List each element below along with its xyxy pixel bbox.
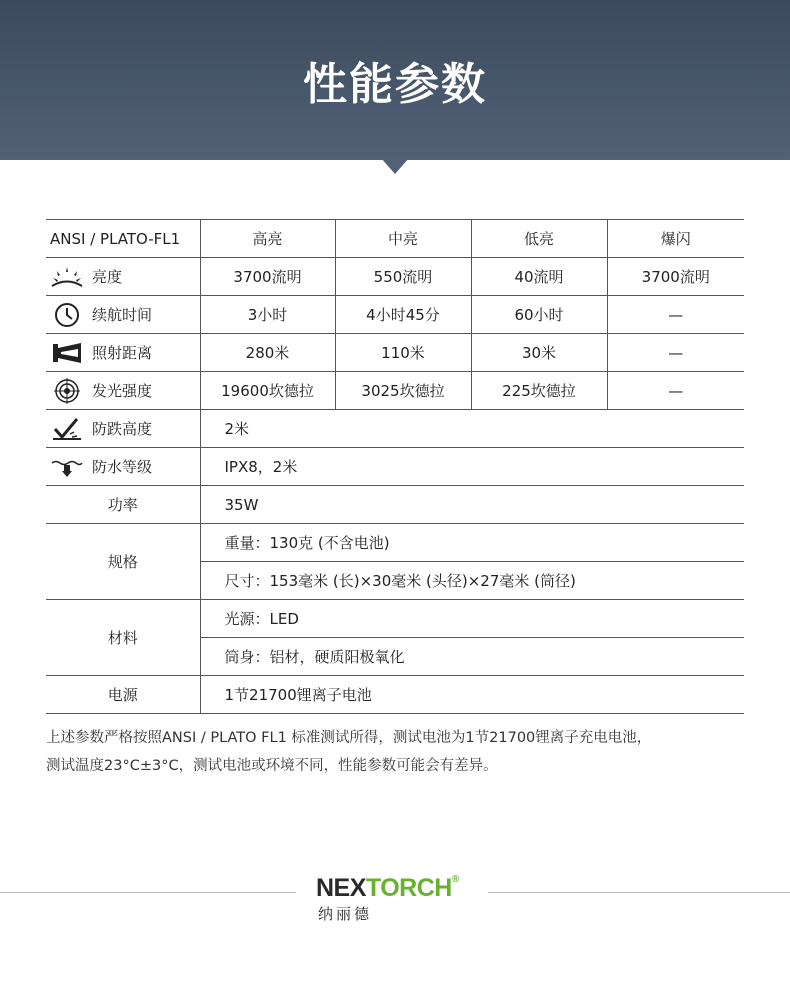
header-banner xyxy=(0,0,790,160)
table-row xyxy=(46,524,744,562)
spec-table xyxy=(46,219,744,714)
page-title: 性能参数 xyxy=(303,59,487,110)
header-standard: ANSI / PLATO-FL1 xyxy=(46,220,200,258)
table-row xyxy=(46,448,744,486)
row-label-battery: 电源 xyxy=(46,676,200,714)
cell-value: 3700流明 xyxy=(607,258,744,296)
impact-icon xyxy=(50,416,84,442)
cell-value: 60小时 xyxy=(471,296,607,334)
cell-value: 550流明 xyxy=(335,258,471,296)
row-label-distance: 照射距离 xyxy=(92,344,153,362)
cell-value: 3700流明 xyxy=(200,258,335,296)
footer-divider-right xyxy=(488,892,790,893)
cell-value: 尺寸：153毫米 (长)×30毫米 (头径)×27毫米 (筒径) xyxy=(200,562,744,600)
brand-registered-mark: ® xyxy=(451,874,459,885)
footnote-line: 上述参数严格按照ANSI / PLATO FL1 标准测试所得，测试电池为1节21700锂离子充电电池， xyxy=(46,730,652,746)
row-label-runtime: 续航时间 xyxy=(92,306,153,324)
header-notch xyxy=(381,158,409,174)
table-row xyxy=(46,372,744,410)
cell-value: 35W xyxy=(200,486,744,524)
footnote-line: 测试温度23°C±3°C，测试电池或环境不同，性能参数可能会有差异。 xyxy=(46,758,498,774)
table-row xyxy=(46,334,744,372)
table-row-header xyxy=(46,220,744,258)
cell-value: — xyxy=(607,334,744,372)
table-row xyxy=(46,410,744,448)
brightness-icon xyxy=(50,264,84,290)
brand-nex: NEX xyxy=(316,874,366,902)
mode-high: 高亮 xyxy=(200,220,335,258)
cell-value: 2米 xyxy=(200,410,744,448)
table-row xyxy=(46,486,744,524)
row-label-waterproof: 防水等级 xyxy=(92,458,153,476)
cell-value: 280米 xyxy=(200,334,335,372)
mode-medium: 中亮 xyxy=(335,220,471,258)
beam-distance-icon xyxy=(50,340,84,366)
cell-value: 光源：LED xyxy=(200,600,744,638)
cell-value: 重量：130克 (不含电池) xyxy=(200,524,744,562)
cell-value: IPX8，2米 xyxy=(200,448,744,486)
cell-value: 3小时 xyxy=(200,296,335,334)
mode-low: 低亮 xyxy=(471,220,607,258)
cell-value: 1节21700锂离子电池 xyxy=(200,676,744,714)
footer-divider-left xyxy=(0,892,296,893)
cell-value: — xyxy=(607,372,744,410)
cell-value: 19600坎德拉 xyxy=(200,372,335,410)
cell-value: — xyxy=(607,296,744,334)
cell-value: 筒身：铝材，硬质阳极氧化 xyxy=(200,638,744,676)
mode-strobe: 爆闪 xyxy=(607,220,744,258)
cell-value: 3025坎德拉 xyxy=(335,372,471,410)
brand-chinese-name: 纳丽德 xyxy=(318,905,373,923)
table-row xyxy=(46,600,744,638)
brand-logo xyxy=(316,874,476,903)
row-label-impact: 防跌高度 xyxy=(92,420,153,438)
table-row xyxy=(46,296,744,334)
cell-value: 40流明 xyxy=(471,258,607,296)
waterproof-icon xyxy=(50,454,84,480)
row-label-power: 功率 xyxy=(46,486,200,524)
brand-torch: TORCH xyxy=(365,874,452,902)
cell-value: 30米 xyxy=(471,334,607,372)
clock-icon xyxy=(50,302,84,328)
row-label-spec: 规格 xyxy=(46,524,200,600)
cell-value: 4小时45分 xyxy=(335,296,471,334)
footnote xyxy=(46,724,766,780)
row-label-material: 材料 xyxy=(46,600,200,676)
row-label-intensity: 发光强度 xyxy=(92,382,153,400)
cell-value: 225坎德拉 xyxy=(471,372,607,410)
table-row xyxy=(46,676,744,714)
cell-value: 110米 xyxy=(335,334,471,372)
target-icon xyxy=(50,378,84,404)
row-label-brightness: 亮度 xyxy=(92,268,123,286)
table-row xyxy=(46,258,744,296)
